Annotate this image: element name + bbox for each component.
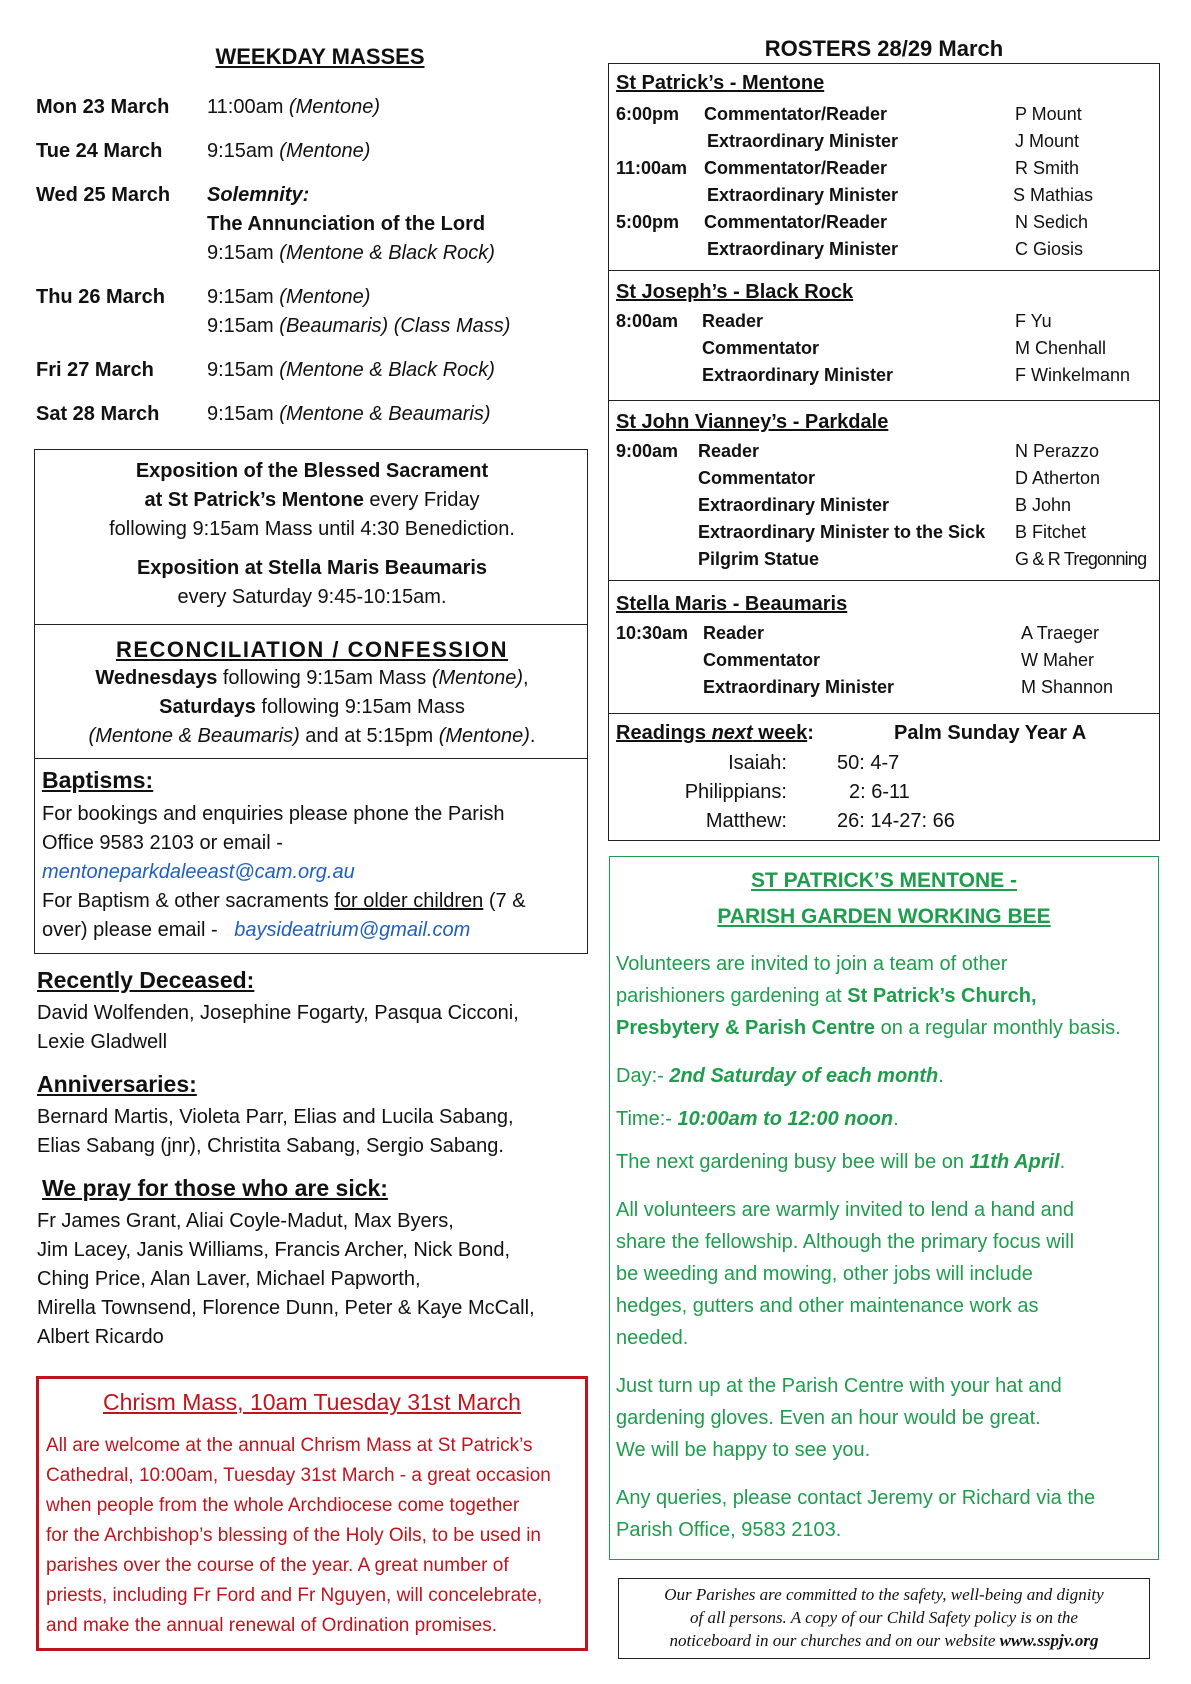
roster-name: D Atherton xyxy=(1015,468,1101,488)
chrism-title: Chrism Mass, 10am Tuesday 31st March xyxy=(103,1389,521,1415)
deceased-title: Recently Deceased: xyxy=(37,967,255,993)
mass-time: 11:00am (Mentone) xyxy=(207,96,381,118)
roster-role: Commentator/Reader xyxy=(704,104,888,124)
roster-name: M Chenhall xyxy=(1015,338,1107,358)
sick-line: Mirella Townsend, Florence Dunn, Peter & Kaye McCall, xyxy=(37,1297,535,1319)
roster-time: 5:00pm xyxy=(616,212,680,232)
garden-line: parishioners gardening at St Patrick’s Church, xyxy=(616,985,1037,1007)
atrium-email-link[interactable]: baysideatrium@gmail.com xyxy=(234,919,471,941)
chrism-line: parishes over the course of the year. A great number of xyxy=(46,1555,509,1576)
roster-role: Reader xyxy=(703,623,765,643)
roster-time: 9:00am xyxy=(616,441,679,461)
reading-ref: 26: 14-27: 66 xyxy=(837,810,955,832)
mass-time: 9:15am (Mentone) xyxy=(207,140,371,162)
roster-stella-maris xyxy=(608,580,1160,714)
sick-line: Albert Ricardo xyxy=(37,1326,164,1348)
roster-parish-name: Stella Maris - Beaumaris xyxy=(616,593,848,615)
garden-line: Presbytery & Parish Centre on a regular monthly basis. xyxy=(616,1017,1121,1039)
garden-line: be weeding and mowing, other jobs will include xyxy=(616,1263,1033,1285)
garden-line: All volunteers are warmly invited to lend a hand and xyxy=(616,1199,1075,1221)
roster-time: 8:00am xyxy=(616,311,679,331)
website-link[interactable]: www.sspjv.org xyxy=(999,1631,1099,1650)
sick-line: Fr James Grant, Aliai Coyle-Madut, Max Byers, xyxy=(37,1210,454,1232)
roster-name: N Sedich xyxy=(1015,212,1089,232)
roster-role: Extraordinary Minister xyxy=(707,239,899,259)
garden-next: The next gardening busy bee will be on 11th April. xyxy=(616,1151,1066,1173)
garden-line: gardening gloves. Even an hour would be great. xyxy=(616,1407,1041,1429)
roster-parish-name: St Patrick’s - Mentone xyxy=(616,72,825,94)
readings-label: Readings next week: xyxy=(616,722,814,744)
chrism-line: Cathedral, 10:00am, Tuesday 31st March - a great occasion xyxy=(46,1465,551,1486)
mass-day: Sat 28 March xyxy=(36,403,160,425)
garden-line: We will be happy to see you. xyxy=(616,1439,871,1461)
exposition-box xyxy=(34,449,588,625)
exposition-line: Exposition of the Blessed Sacrament xyxy=(135,460,489,482)
mass-time: 9:15am (Mentone & Beaumaris) xyxy=(207,403,491,425)
reconciliation-line: Saturdays following 9:15am Mass xyxy=(159,696,465,718)
garden-line: Parish Office, 9583 2103. xyxy=(616,1519,842,1541)
roster-role: Extraordinary Minister xyxy=(702,365,894,385)
chrism-line: for the Archbishop’s blessing of the Holy Oils, to be used in xyxy=(46,1525,541,1546)
roster-name: F Yu xyxy=(1015,311,1052,331)
garden-line: Volunteers are invited to join a team of other xyxy=(616,953,1008,975)
chrism-line: All are welcome at the annual Chrism Mass at St Patrick’s xyxy=(46,1435,533,1456)
roster-role: Commentator xyxy=(698,468,816,488)
readings-box xyxy=(608,713,1160,841)
roster-role: Extraordinary Minister to the Sick xyxy=(698,522,986,542)
roster-role: Extraordinary Minister xyxy=(703,677,895,697)
garden-day: Day:- 2nd Saturday of each month. xyxy=(616,1065,944,1087)
baptisms-line: For Baptism & other sacraments for older children (7 & xyxy=(42,890,526,912)
baptisms-line: over) please email - baysideatrium@gmail.com xyxy=(42,919,471,941)
anniversaries-title: Anniversaries: xyxy=(37,1071,197,1097)
roster-role: Pilgrim Statue xyxy=(698,549,820,569)
mass-day: Mon 23 March xyxy=(36,96,170,118)
roster-name: N Perazzo xyxy=(1015,441,1100,461)
roster-name: F Winkelmann xyxy=(1015,365,1131,385)
anniversaries-line: Elias Sabang (jnr), Christita Sabang, Sergio Sabang. xyxy=(37,1135,504,1157)
child-safety-box xyxy=(618,1578,1150,1659)
reconciliation-box xyxy=(34,624,588,759)
mass-day: Thu 26 March xyxy=(36,286,165,308)
roster-role: Commentator xyxy=(702,338,820,358)
roster-role: Extraordinary Minister xyxy=(698,495,890,515)
reading-book: Isaiah: xyxy=(728,752,787,774)
roster-name: B Fitchet xyxy=(1015,522,1087,542)
roster-role: Reader xyxy=(698,441,760,461)
mass-time: 9:15am (Mentone & Black Rock) xyxy=(207,242,495,264)
roster-role: Reader xyxy=(702,311,764,331)
roster-role: Extraordinary Minister xyxy=(707,185,899,205)
roster-time: 6:00pm xyxy=(616,104,680,124)
garden-title: ST PATRICK’S MENTONE - xyxy=(750,869,1017,892)
deceased-line: David Wolfenden, Josephine Fogarty, Pasqua Cicconi, xyxy=(37,1002,519,1024)
roster-name: B John xyxy=(1015,495,1072,515)
safety-line: Our Parishes are committed to the safety, well-being and dignity xyxy=(664,1585,1104,1604)
roster-name: J Mount xyxy=(1015,131,1080,151)
roster-parish-name: St Joseph’s - Black Rock xyxy=(616,281,854,303)
anniversaries-line: Bernard Martis, Violeta Parr, Elias and Lucila Sabang, xyxy=(37,1106,514,1128)
garden-time: Time:- 10:00am to 12:00 noon. xyxy=(616,1108,899,1130)
safety-line: noticeboard in our churches and on our website www.sspjv.org xyxy=(669,1631,1099,1650)
roster-name: W Maher xyxy=(1021,650,1095,670)
garden-line: Just turn up at the Parish Centre with your hat and xyxy=(616,1375,1062,1397)
exposition-line: at St Patrick’s Mentone every Friday xyxy=(144,489,480,511)
weekday-title: WEEKDAY MASSES xyxy=(215,44,425,69)
roster-name: A Traeger xyxy=(1021,623,1100,643)
garden-line: Any queries, please contact Jeremy or Richard via the xyxy=(616,1487,1096,1509)
garden-title: PARISH GARDEN WORKING BEE xyxy=(717,905,1051,928)
roster-name: P Mount xyxy=(1015,104,1082,124)
sick-title: We pray for those who are sick: xyxy=(42,1175,388,1201)
roster-role: Extraordinary Minister xyxy=(707,131,899,151)
exposition-line: following 9:15am Mass until 4:30 Benediction. xyxy=(109,518,515,540)
safety-line: of all persons. A copy of our Child Safety policy is on the xyxy=(690,1608,1078,1627)
reading-ref: 50: 4-7 xyxy=(837,752,900,774)
exposition-line: every Saturday 9:45-10:15am. xyxy=(177,586,447,608)
chrism-box xyxy=(36,1376,588,1651)
deceased-line: Lexie Gladwell xyxy=(37,1031,168,1053)
mass-day: Fri 27 March xyxy=(36,359,154,381)
roster-role: Commentator/Reader xyxy=(704,212,888,232)
roster-st-john-vianneys xyxy=(608,400,1160,581)
reconciliation-line: (Mentone & Beaumaris) and at 5:15pm (Mentone). xyxy=(88,725,536,747)
mass-day: Wed 25 March xyxy=(36,184,171,206)
chrism-line: and make the annual renewal of Ordination promises. xyxy=(46,1615,497,1636)
roster-time: 10:30am xyxy=(616,623,689,643)
reading-book: Philippians: xyxy=(684,781,787,803)
roster-name: C Giosis xyxy=(1015,239,1084,259)
roster-parish-name: St John Vianney’s - Parkdale xyxy=(616,411,889,433)
exposition-line: Exposition at Stella Maris Beaumaris xyxy=(136,557,488,579)
roster-time: 11:00am xyxy=(616,158,688,178)
mass-time: 9:15am (Mentone) xyxy=(207,286,371,308)
garden-box xyxy=(609,856,1159,1560)
mass-time: 9:15am (Beaumaris) (Class Mass) xyxy=(207,315,511,337)
roster-st-patricks xyxy=(608,63,1160,271)
mass-solemnity: Solemnity: xyxy=(207,184,310,206)
reconciliation-line: Wednesdays following 9:15am Mass (Mentone), xyxy=(95,667,529,689)
roster-role: Commentator/Reader xyxy=(704,158,888,178)
chrism-line: when people from the whole Archdiocese come together xyxy=(46,1495,520,1516)
reading-book: Matthew: xyxy=(705,810,787,832)
mass-day: Tue 24 March xyxy=(36,140,163,162)
mass-feast: The Annunciation of the Lord xyxy=(207,213,486,235)
roster-name: S Mathias xyxy=(1013,185,1094,205)
mass-time: 9:15am (Mentone & Black Rock) xyxy=(207,359,495,381)
garden-line: needed. xyxy=(616,1327,689,1349)
garden-line: share the fellowship. Although the primary focus will xyxy=(616,1231,1075,1253)
roster-name: M Shannon xyxy=(1021,677,1114,697)
reconciliation-title: RECONCILIATION / CONFESSION xyxy=(115,637,509,662)
rosters-title: ROSTERS 28/29 March xyxy=(764,36,1004,61)
baptisms-box xyxy=(34,758,588,954)
chrism-line: priests, including Fr Ford and Fr Nguyen, will concelebrate, xyxy=(46,1585,543,1606)
roster-role: Commentator xyxy=(703,650,821,670)
parish-email-link[interactable]: mentoneparkdaleeast@cam.org.au xyxy=(42,861,355,883)
baptisms-line: For bookings and enquiries please phone the Parish xyxy=(42,803,505,825)
reading-ref: 2: 6-11 xyxy=(849,781,910,803)
baptisms-title: Baptisms: xyxy=(42,767,154,793)
sick-line: Ching Price, Alan Laver, Michael Papworth, xyxy=(37,1268,421,1290)
sick-line: Jim Lacey, Janis Williams, Francis Archer, Nick Bond, xyxy=(37,1239,511,1261)
roster-name: R Smith xyxy=(1015,158,1080,178)
roster-name: G & R Tregonning xyxy=(1015,549,1147,569)
roster-st-josephs xyxy=(608,270,1160,401)
garden-line: hedges, gutters and other maintenance work as xyxy=(616,1295,1039,1317)
baptisms-line: Office 9583 2103 or email - xyxy=(42,832,283,854)
readings-sunday: Palm Sunday Year A xyxy=(894,722,1087,744)
